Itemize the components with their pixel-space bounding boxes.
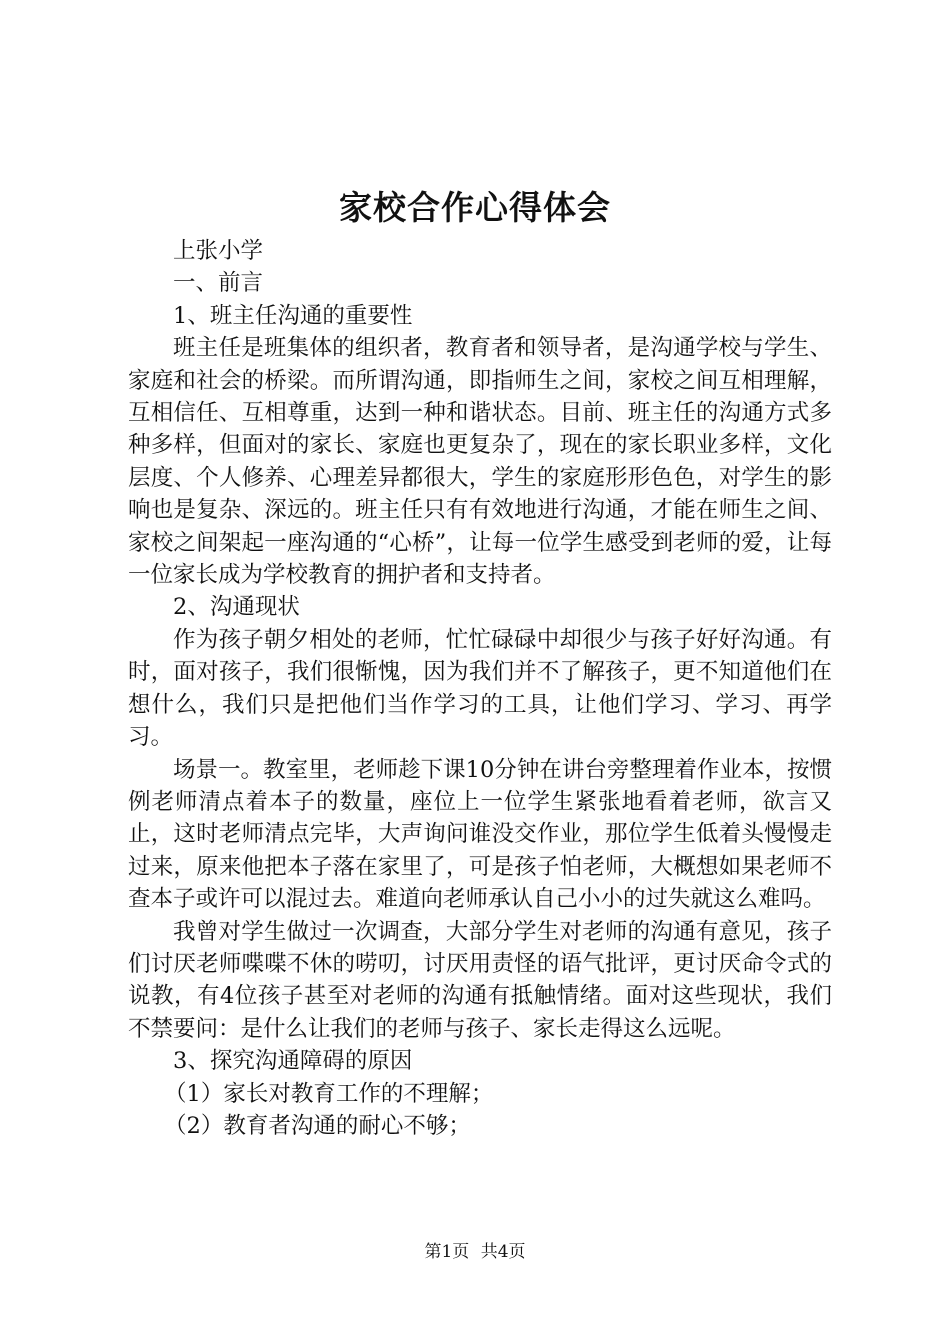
school-name: 上张小学: [173, 238, 264, 264]
section-heading-importance: 1、班主任沟通的重要性: [173, 302, 413, 329]
page-footer: 第1页 共4页: [424, 1242, 526, 1262]
list-item-cause-2: （2）教育者沟通的耐心不够；: [164, 1112, 471, 1139]
list-item-cause-1: （1）家长对教育工作的不理解；: [164, 1080, 494, 1107]
section-heading-causes: 3、探究沟通障碍的原因: [173, 1048, 413, 1075]
section-heading-status: 2、沟通现状: [173, 594, 300, 621]
paragraph-importance: 班主任是班集体的组织者，教育者和领导者，是沟通学校与学生、家庭和社会的桥梁。而所谓沟通，即指师生之间，家校之间互相理解，互相信任、互相尊重，达到一种和谐状态。目前、班主任的沟通方式多种多样，但面对的家长、家庭也更复杂了，现在的家长职业多样，文化层度、个人修养、心理差异都很大，学生的家庭形形色色，对学生的影响也是复杂、深远的。班主任只有有效地进行沟通，才能在师生之间、家校之间架起一座沟通的“心桥”，让每一位学生感受到老师的爱，让每一位家长成为学校教育的拥护者和支持者。: [128, 335, 832, 589]
paragraph-status: 作为孩子朝夕相处的老师，忙忙碌碌中却很少与孩子好好沟通。有时，面对孩子，我们很惭愧，因为我们并不了解孩子，更不知道他们在想什么，我们只是把他们当作学习的工具，让他们学习、学习、再学习。: [128, 626, 832, 751]
document-body: [128, 235, 832, 1142]
section-heading-intro: 一、前言: [173, 270, 264, 297]
document-title: 家校合作心得体会: [339, 188, 611, 227]
paragraph-scene-one: 场景一。教室里，老师趁下课10分钟在讲台旁整理着作业本，按惯例老师清点着本子的数量，座位上一位学生紧张地看着老师，欲言又止，这时老师清点完毕，大声询问谁没交作业，那位学生低着头慢慢走过来，原来他把本子落在家里了，可是孩子怕老师，大概想如果老师不查本子或许可以混过去。难道向老师承认自己小小的过失就这么难吗。: [128, 756, 832, 913]
paragraph-survey: 我曾对学生做过一次调查，大部分学生对老师的沟通有意见，孩子们讨厌老师喋喋不休的唠叨，讨厌用责怪的语气批评，更讨厌命令式的说教，有4位孩子甚至对老师的沟通有抵触情绪。面对这些现状，我们不禁要问：是什么让我们的老师与孩子、家长走得这么远呢。: [128, 918, 832, 1042]
